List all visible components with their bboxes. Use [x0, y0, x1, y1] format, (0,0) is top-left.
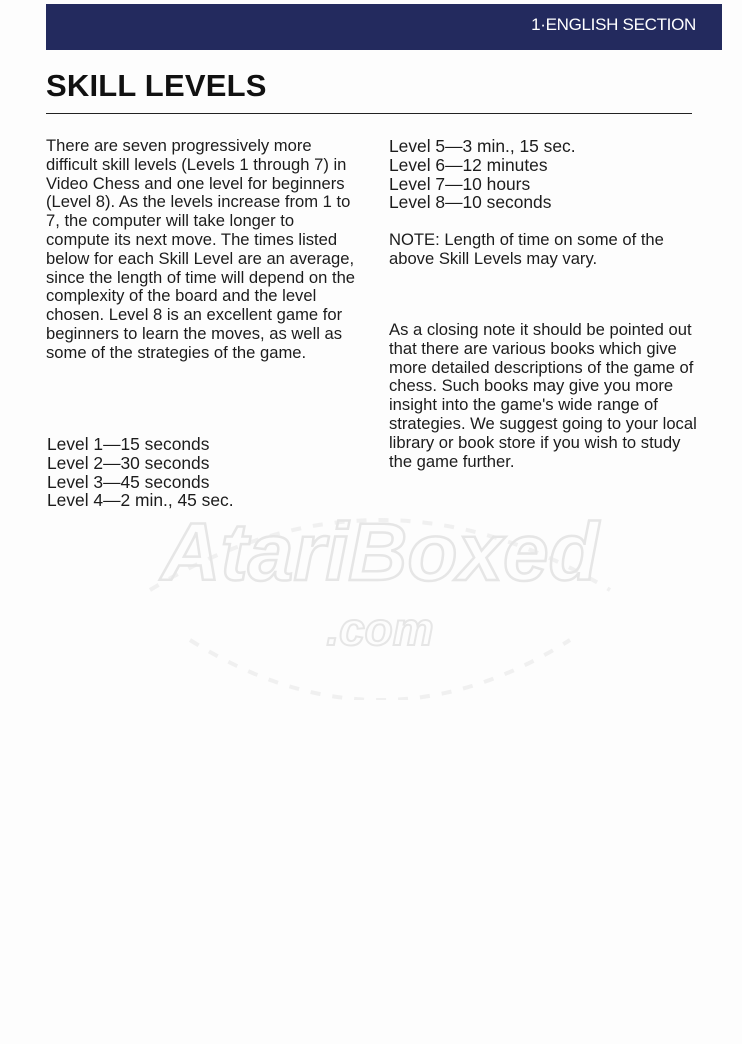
skill-level-item: Level 1—15 seconds	[47, 434, 210, 454]
skill-level-item: Level 7—10 hours	[389, 173, 531, 194]
closing-paragraph: As a closing note it should be pointed out that there are various books which give more detailed descriptions of the game of chess. Such books may give you more insight into the game's wide range of strategies. We suggest going to your local library or book store if you wish to study the game further.	[389, 320, 697, 471]
section-label: 1·ENGLISH SECTION	[531, 15, 696, 34]
skill-level-list-right	[389, 137, 576, 212]
note-label: NOTE:	[389, 230, 440, 249]
skill-level-item: Level 5—3 min., 15 sec.	[389, 136, 576, 156]
watermark-text: AtariBoxed	[161, 507, 599, 598]
note-text: Length of time on some of the above Skill Levels may vary.	[389, 230, 664, 268]
intro-paragraph: There are seven progressively more difficult skill levels (Levels 1 through 7) in Video Chess and one level for beginners (Level 8). As the levels increase from 1 to 7, the computer will take longer to compute its next move. The times listed below for each Skill Level are an average, since the length of time will depend on the complexity of the board and the level chosen. Level 8 is an excellent game for beginners to learn the moves, as well as some of the strategies of the game.	[46, 136, 356, 362]
skill-level-item: Level 2—30 seconds	[47, 452, 210, 473]
section-header-bar	[46, 4, 722, 50]
title-divider	[46, 113, 692, 114]
skill-level-item: Level 8—10 seconds	[389, 192, 552, 213]
skill-level-item: Level 3—45 seconds	[47, 471, 210, 492]
skill-level-list-left	[47, 435, 234, 510]
page-title: SKILL LEVELS	[46, 68, 267, 103]
note-paragraph	[389, 231, 709, 269]
skill-level-item: Level 6—12 minutes	[389, 154, 548, 175]
watermark-domain: .com	[326, 603, 434, 655]
skill-level-item: Level 4—2 min., 45 sec.	[47, 490, 234, 511]
